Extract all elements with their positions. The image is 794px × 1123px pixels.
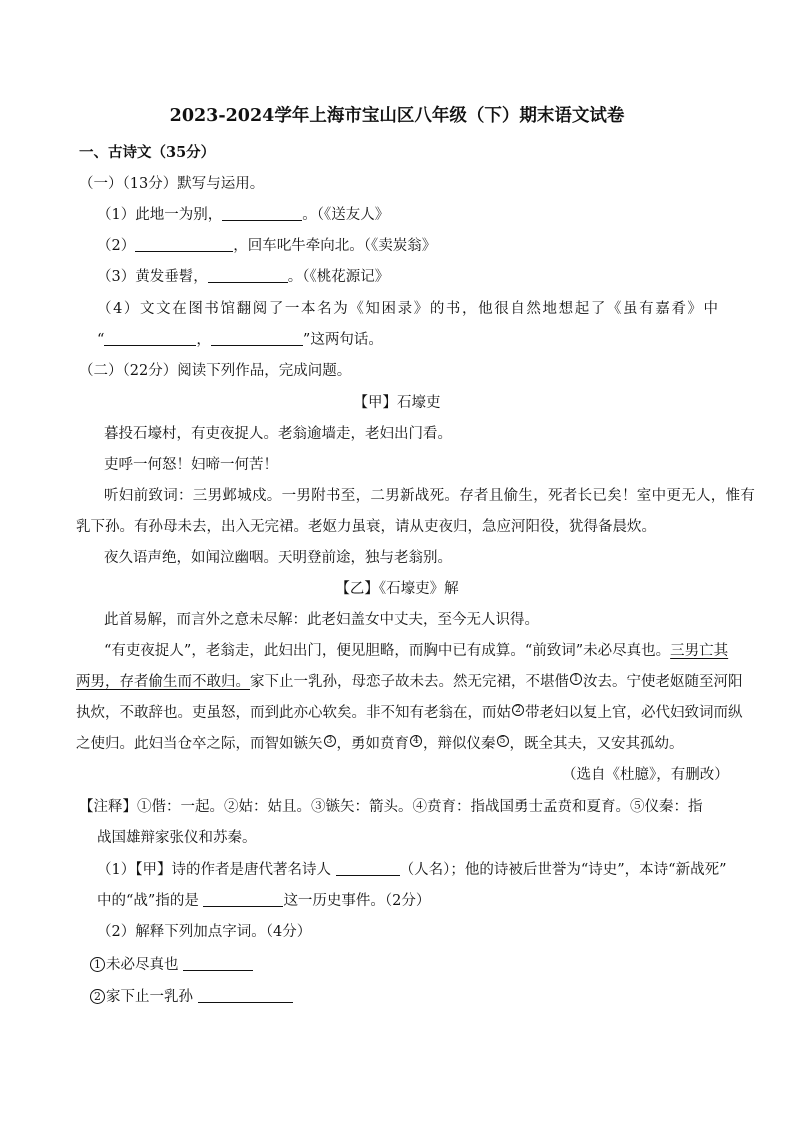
passage-yi-line: 两男，存者偷生而不敢归。家下止一乳孙，母恋子故未去。然无完裙，不堪偕 1 汝去。宁使老妪随至河阳: [76, 674, 743, 690]
answer-blank[interactable]: [211, 330, 303, 346]
notes-line-1: 【注释】①偕：一起。②姑：姑且。③镞矢：箭头。④贲育：指战国勇士孟贲和夏育。⑤仪秦：指: [79, 799, 703, 815]
passage-jia-line: 吏呼一何怒！妇啼一何苦！: [104, 457, 278, 473]
item-number: 1: [90, 957, 105, 972]
footnote-marker: 5: [497, 735, 509, 747]
section-heading: 一、古诗文（35分）: [79, 144, 216, 161]
part-heading-2: （二）（22分）阅读下列作品，完成问题。: [79, 363, 352, 379]
passage-source: （选自《杜臆》，有删改）: [562, 767, 729, 783]
answer-blank[interactable]: [135, 236, 233, 252]
question-6-item-2: 2 家下止一乳孙: [90, 987, 293, 1007]
question-6-item-1: 1 未必尽真也: [90, 955, 253, 975]
passage-yi-line: “有吏夜捉人”，老翁走，此妇出门，便见胆略，而胸中已有成算。“前致词”未必尽真也。三男亡其: [104, 643, 729, 659]
underlined-text: 两男，存者偷生而不敢归。: [76, 674, 250, 690]
answer-blank[interactable]: [208, 267, 288, 283]
question-4-line-1: （4）文文在图书馆翻阅了一本名为《知困录》的书，他很自然地想起了《虽有嘉肴》中: [97, 301, 720, 317]
answer-blank[interactable]: [183, 955, 253, 971]
page-title: 2023-2024学年上海市宝山区八年级（下）期末语文试卷: [169, 106, 625, 126]
underlined-text: 三男亡其: [670, 643, 729, 659]
passage-jia-title: 【甲】石壕吏: [353, 395, 441, 411]
item-number: 2: [90, 989, 105, 1004]
answer-blank[interactable]: [222, 205, 302, 221]
passage-jia-line: 夜久语声绝，如闻泣幽咽。天明登前途，独与老翁别。: [104, 550, 452, 566]
footnote-marker: 3: [324, 735, 336, 747]
passage-yi-line: 执炊，不敢辞也。吏虽怒，而到此亦心软矣。非不知有老翁在，而姑 2 带老妇以复上官，必代妇致词而纵: [76, 705, 743, 721]
answer-blank[interactable]: [203, 891, 283, 907]
footnote-marker: 1: [570, 673, 582, 685]
answer-blank[interactable]: [336, 860, 400, 876]
notes-line-2: 战国雄辩家张仪和苏秦。: [97, 830, 257, 846]
question-5-line-1: （1）【甲】诗的作者是唐代著名诗人 （人名）；他的诗被后世誉为“诗史”，本诗“新战死”: [97, 862, 727, 878]
question-3: （3）黄发垂髫， 。（《桃花源记》: [97, 269, 390, 285]
passage-jia-line: 乳下孙。有孙母未去，出入无完裙。老妪力虽衰，请从吏夜归，急应河阳役，犹得备晨炊。: [76, 519, 656, 535]
footnote-marker: 2: [512, 704, 524, 716]
answer-blank[interactable]: [104, 330, 196, 346]
question-2: （2） ，回车叱牛牵向北。（《卖炭翁》: [97, 238, 437, 254]
passage-yi-line: 此首易解，而言外之意未尽解：此老妇盖女中丈夫，至今无人识得。: [104, 612, 539, 628]
answer-blank[interactable]: [198, 987, 293, 1003]
part-heading-1: （一）（13分）默写与运用。: [79, 176, 265, 192]
passage-yi-line: 之使归。此妇当仓卒之际，而智如镞矢 3 ，勇如贲育 4 ，辩似仪秦 5 ，既全其夫，又安其孤幼。: [76, 736, 684, 752]
passage-yi-title: 【乙】《石壕吏》解: [335, 581, 459, 597]
question-6-title: （2）解释下列加点字词。（4分）: [97, 924, 312, 940]
footnote-marker: 4: [410, 735, 422, 747]
passage-jia-line: 暮投石壕村，有吏夜捉人。老翁逾墙走，老妇出门看。: [104, 426, 452, 442]
question-1: （1）此地一为别， 。（《送友人》: [97, 207, 390, 223]
question-4-line-2: “ ， ”这两句话。: [97, 332, 383, 348]
passage-jia-line: 听妇前致词：三男邺城戍。一男附书至，二男新战死。存者且偷生，死者长已矣！室中更无人，惟有: [104, 488, 756, 504]
question-5-line-2: 中的“战”指的是 这一历史事件。（2分）: [97, 893, 431, 909]
